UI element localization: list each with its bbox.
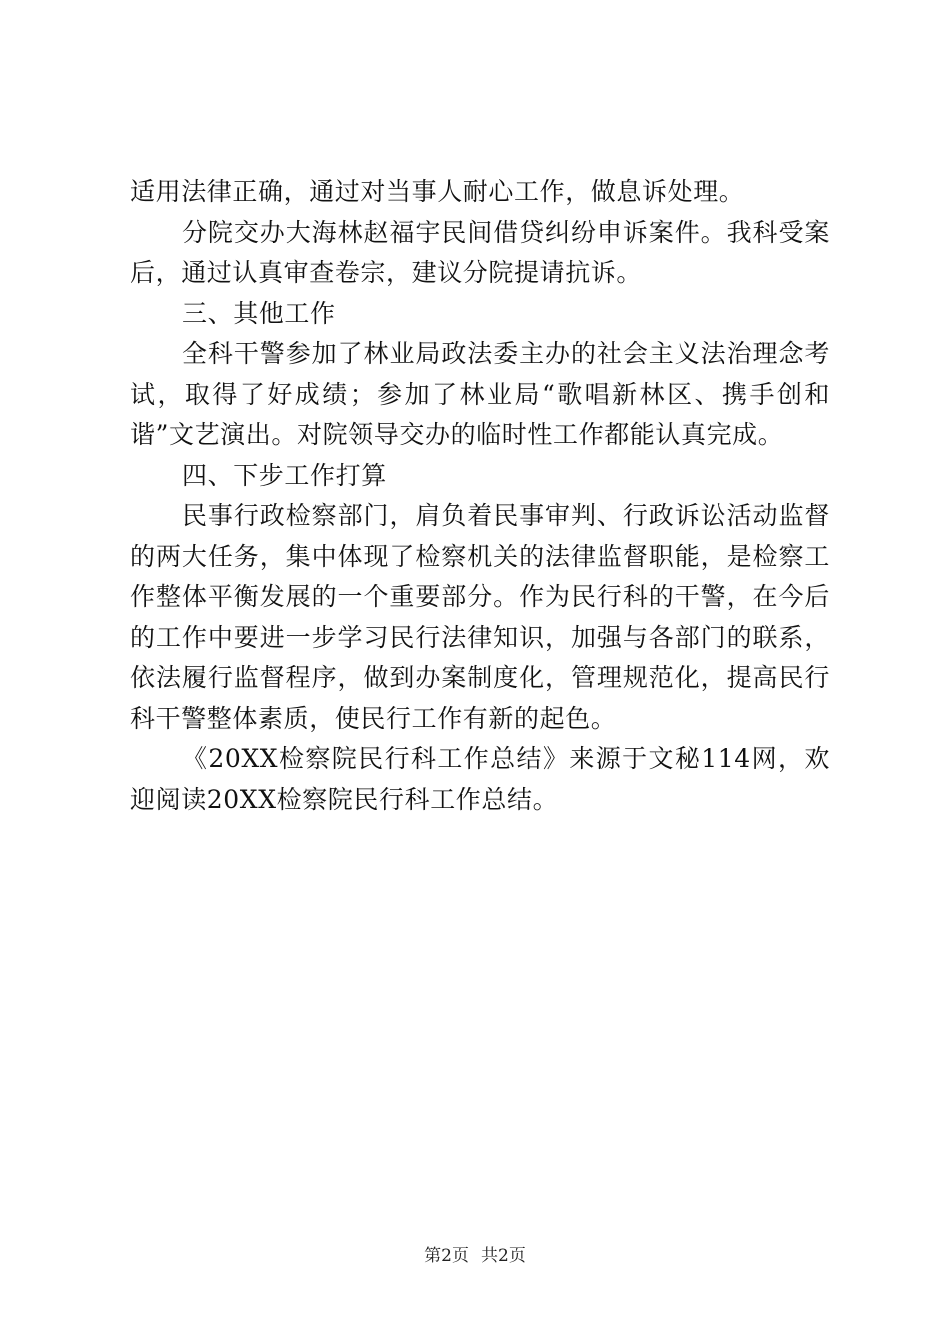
section-heading-next-steps: 四、下步工作打算 [182,460,387,490]
page-number: 第2页 [424,1246,469,1266]
document-body [130,172,830,820]
paragraph-appeal-case: 分院交办大海林赵福宇民间借贷纠纷申诉案件。我科受案后，通过认真审查卷宗，建议分院提请抗诉。 [130,217,830,287]
page-footer [0,1244,950,1268]
section-heading-other-work: 三、其他工作 [182,298,336,328]
paragraph-source-note: 《20XX检察院民行科工作总结》来源于文秘114网，欢迎阅读20XX检察院民行科工作总结。 [130,744,830,814]
paragraph-continuation: 适用法律正确，通过对当事人耐心工作，做息诉处理。 [130,177,745,206]
paragraph-other-work: 全科干警参加了林业局政法委主办的社会主义法治理念考试，取得了好成绩；参加了林业局“歌唱新林区、携手创和谐”文艺演出。对院领导交办的临时性工作都能认真完成。 [130,339,830,449]
page-total: 共2页 [481,1246,526,1266]
paragraph-next-steps: 民事行政检察部门，肩负着民事审判、行政诉讼活动监督的两大任务，集中体现了检察机关的法律监督职能，是检察工作整体平衡发展的一个重要部分。作为民行科的干警，在今后的工作中要进一步学习民行法律知识，加强与各部门的联系，依法履行监督程序，做到办案制度化，管理规范化，提高民行科干警整体素质，使民行工作有新的起色。 [130,501,830,733]
